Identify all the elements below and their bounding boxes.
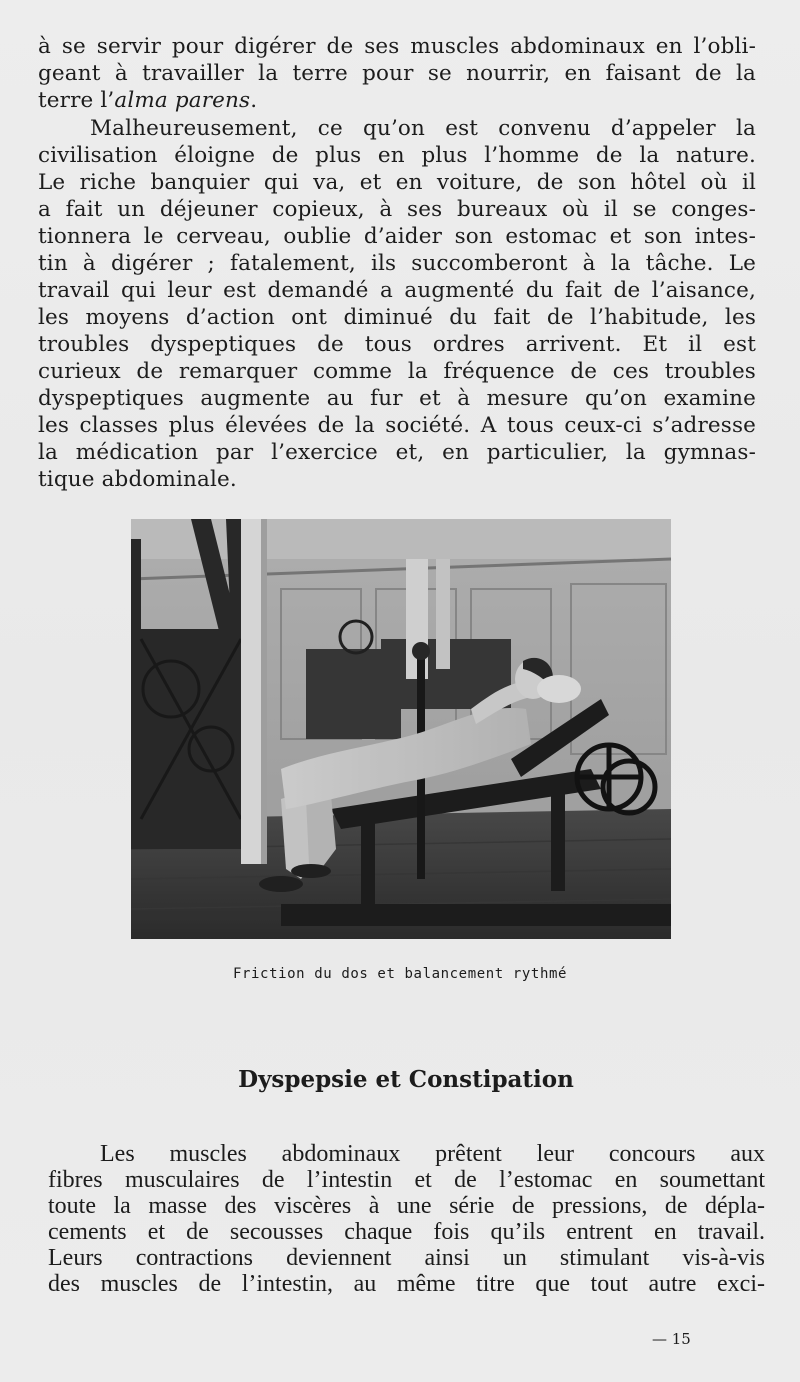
text-line: Malheureusement, ce qu’on est convenu d’appeler la [90,116,756,141]
text-line: geant à travailler la terre pour se nourrir, en faisant de la [38,61,756,86]
text-line: Leurs contractions deviennent ainsi un stimulant vis-à-vis [48,1245,765,1271]
text-line: Le riche banquier qui va, et en voiture, de son hôtel où il [38,170,756,195]
text-line: civilisation éloigne de plus en plus l’homme de la nature. [38,143,756,168]
text-line: Les muscles abdominaux prêtent leur concours aux [100,1141,765,1167]
text-line: travail qui leur est demandé a augmenté du fait de l’aisance, [38,278,756,303]
text-line: a fait un déjeuner copieux, à ses bureaux où il se conges- [38,197,756,222]
text-fragment: . [250,88,258,113]
text-line: tin à digérer ; fatalement, ils succomberont à la tâche. Le [38,251,756,276]
text-line: les moyens d’action ont diminué du fait de l’habitude, les [38,305,756,330]
text-line: cements et de secousses chaque fois qu’ils entrent en travail. [48,1219,765,1245]
text-line: curieux de remarquer comme la fréquence de ces troubles [38,359,756,384]
text-line: troubles dyspeptiques de tous ordres arrivent. Et il est [38,332,756,357]
text-line: dyspeptiques augmente au fur et à mesure qu’on examine [38,386,756,411]
italic-phrase: alma parens [114,88,251,113]
text-line [38,87,756,114]
text-line: fibres musculaires de l’intestin et de l’estomac en soumettant [48,1167,765,1193]
text-line: la médication par l’exercice et, en particulier, la gymnas- [38,440,756,465]
text-line: toute la masse des viscères à une série de pressions, de dépla- [48,1193,765,1219]
page-number: — 15 [652,1330,691,1348]
text-fragment: terre l’ [38,88,115,113]
text-line: des muscles de l’intestin, au même titre que tout autre exci- [48,1271,765,1297]
paragraph-civilisation [38,115,756,493]
figure-photograph [131,519,671,939]
text-line: les classes plus élevées de la société. A tous ceux-ci s’adresse [38,413,756,438]
text-line: tique abdominale. [38,467,237,492]
text-line: tionnera le cerveau, oublie d’aider son estomac et son intes- [38,224,756,249]
paragraph-dyspepsie [48,1141,765,1297]
figure-caption: Friction du dos et balancement rythmé [232,966,568,982]
text-line: à se servir pour digérer de ses muscles abdominaux en l’obli- [38,34,756,59]
paragraph-continuation [38,33,756,114]
section-title: Dyspepsie et Constipation [238,1066,574,1093]
